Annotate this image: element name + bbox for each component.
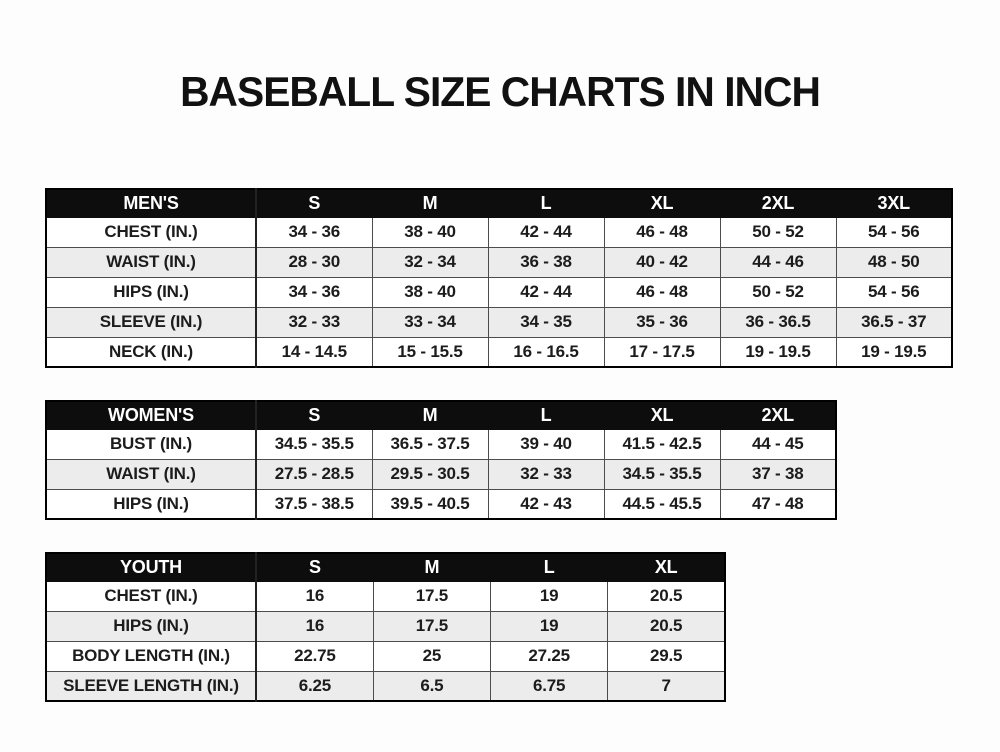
mens-measurement-row xyxy=(46,307,952,337)
size-value-cell: 15 - 15.5 xyxy=(372,337,488,367)
womens-measurement-row xyxy=(46,489,836,519)
youth-table-grid xyxy=(45,552,726,702)
mens-size-column-header: S xyxy=(256,189,372,217)
size-value-cell: 42 - 44 xyxy=(488,217,604,247)
size-value-cell: 42 - 43 xyxy=(488,489,604,519)
womens-measurement-row xyxy=(46,429,836,459)
womens-table-grid xyxy=(45,400,837,520)
womens-header-row xyxy=(46,401,836,429)
size-value-cell: 50 - 52 xyxy=(720,217,836,247)
size-value-cell: 34.5 - 35.5 xyxy=(604,459,720,489)
youth-size-column-header: M xyxy=(373,553,490,581)
size-value-cell: 34 - 36 xyxy=(256,277,372,307)
row-label: BUST (IN.) xyxy=(46,429,256,459)
size-value-cell: 36 - 38 xyxy=(488,247,604,277)
size-value-cell: 36.5 - 37.5 xyxy=(372,429,488,459)
youth-measurement-row xyxy=(46,611,725,641)
size-value-cell: 54 - 56 xyxy=(836,277,952,307)
size-value-cell: 44.5 - 45.5 xyxy=(604,489,720,519)
size-value-cell: 46 - 48 xyxy=(604,217,720,247)
size-value-cell: 27.5 - 28.5 xyxy=(256,459,372,489)
youth-measurement-row xyxy=(46,641,725,671)
size-value-cell: 20.5 xyxy=(608,611,725,641)
mens-size-column-header: 3XL xyxy=(836,189,952,217)
size-value-cell: 29.5 xyxy=(608,641,725,671)
size-value-cell: 14 - 14.5 xyxy=(256,337,372,367)
size-value-cell: 16 - 16.5 xyxy=(488,337,604,367)
page-title: BASEBALL SIZE CHARTS IN INCH xyxy=(180,68,820,115)
row-label: HIPS (IN.) xyxy=(46,489,256,519)
size-value-cell: 29.5 - 30.5 xyxy=(372,459,488,489)
size-value-cell: 50 - 52 xyxy=(720,277,836,307)
youth-measurement-row xyxy=(46,671,725,701)
size-value-cell: 7 xyxy=(608,671,725,701)
mens-size-column-header: XL xyxy=(604,189,720,217)
size-value-cell: 41.5 - 42.5 xyxy=(604,429,720,459)
womens-size-column-header: 2XL xyxy=(720,401,836,429)
youth-measurement-row xyxy=(46,581,725,611)
size-value-cell: 32 - 34 xyxy=(372,247,488,277)
size-value-cell: 22.75 xyxy=(256,641,373,671)
row-label: HIPS (IN.) xyxy=(46,277,256,307)
size-value-cell: 20.5 xyxy=(608,581,725,611)
size-value-cell: 42 - 44 xyxy=(488,277,604,307)
row-label: CHEST (IN.) xyxy=(46,217,256,247)
size-value-cell: 38 - 40 xyxy=(372,277,488,307)
size-value-cell: 27.25 xyxy=(491,641,608,671)
size-value-cell: 32 - 33 xyxy=(488,459,604,489)
size-value-cell: 6.75 xyxy=(491,671,608,701)
mens-measurement-row xyxy=(46,277,952,307)
youth-table-title-cell: YOUTH xyxy=(46,553,256,581)
size-value-cell: 36.5 - 37 xyxy=(836,307,952,337)
size-value-cell: 47 - 48 xyxy=(720,489,836,519)
row-label: NECK (IN.) xyxy=(46,337,256,367)
womens-size-table xyxy=(45,400,837,520)
youth-size-column-header: XL xyxy=(608,553,725,581)
size-value-cell: 17.5 xyxy=(373,581,490,611)
row-label: WAIST (IN.) xyxy=(46,247,256,277)
size-value-cell: 34 - 35 xyxy=(488,307,604,337)
size-value-cell: 16 xyxy=(256,611,373,641)
size-value-cell: 54 - 56 xyxy=(836,217,952,247)
size-value-cell: 38 - 40 xyxy=(372,217,488,247)
size-value-cell: 28 - 30 xyxy=(256,247,372,277)
size-value-cell: 33 - 34 xyxy=(372,307,488,337)
mens-table-grid xyxy=(45,188,953,368)
row-label: HIPS (IN.) xyxy=(46,611,256,641)
size-value-cell: 34.5 - 35.5 xyxy=(256,429,372,459)
mens-measurement-row xyxy=(46,217,952,247)
row-label: SLEEVE LENGTH (IN.) xyxy=(46,671,256,701)
youth-size-column-header: S xyxy=(256,553,373,581)
size-value-cell: 39.5 - 40.5 xyxy=(372,489,488,519)
size-value-cell: 44 - 46 xyxy=(720,247,836,277)
mens-size-column-header: L xyxy=(488,189,604,217)
mens-size-column-header: M xyxy=(372,189,488,217)
size-value-cell: 48 - 50 xyxy=(836,247,952,277)
womens-size-column-header: L xyxy=(488,401,604,429)
youth-size-table xyxy=(45,552,726,702)
mens-header-row xyxy=(46,189,952,217)
size-value-cell: 19 xyxy=(491,611,608,641)
size-value-cell: 19 xyxy=(491,581,608,611)
size-value-cell: 39 - 40 xyxy=(488,429,604,459)
size-value-cell: 17.5 xyxy=(373,611,490,641)
size-value-cell: 34 - 36 xyxy=(256,217,372,247)
row-label: WAIST (IN.) xyxy=(46,459,256,489)
size-value-cell: 32 - 33 xyxy=(256,307,372,337)
mens-measurement-row xyxy=(46,337,952,367)
row-label: SLEEVE (IN.) xyxy=(46,307,256,337)
size-value-cell: 37 - 38 xyxy=(720,459,836,489)
womens-size-column-header: M xyxy=(372,401,488,429)
row-label: CHEST (IN.) xyxy=(46,581,256,611)
size-value-cell: 25 xyxy=(373,641,490,671)
mens-table-title-cell: MEN'S xyxy=(46,189,256,217)
size-value-cell: 44 - 45 xyxy=(720,429,836,459)
size-value-cell: 36 - 36.5 xyxy=(720,307,836,337)
size-value-cell: 6.25 xyxy=(256,671,373,701)
womens-measurement-row xyxy=(46,459,836,489)
womens-table-title-cell: WOMEN'S xyxy=(46,401,256,429)
womens-size-column-header: S xyxy=(256,401,372,429)
size-value-cell: 37.5 - 38.5 xyxy=(256,489,372,519)
size-value-cell: 6.5 xyxy=(373,671,490,701)
mens-measurement-row xyxy=(46,247,952,277)
size-value-cell: 35 - 36 xyxy=(604,307,720,337)
size-value-cell: 16 xyxy=(256,581,373,611)
womens-size-column-header: XL xyxy=(604,401,720,429)
size-value-cell: 19 - 19.5 xyxy=(720,337,836,367)
size-value-cell: 46 - 48 xyxy=(604,277,720,307)
row-label: BODY LENGTH (IN.) xyxy=(46,641,256,671)
mens-size-column-header: 2XL xyxy=(720,189,836,217)
youth-size-column-header: L xyxy=(491,553,608,581)
size-value-cell: 19 - 19.5 xyxy=(836,337,952,367)
size-value-cell: 40 - 42 xyxy=(604,247,720,277)
youth-header-row xyxy=(46,553,725,581)
size-value-cell: 17 - 17.5 xyxy=(604,337,720,367)
mens-size-table xyxy=(45,188,953,368)
